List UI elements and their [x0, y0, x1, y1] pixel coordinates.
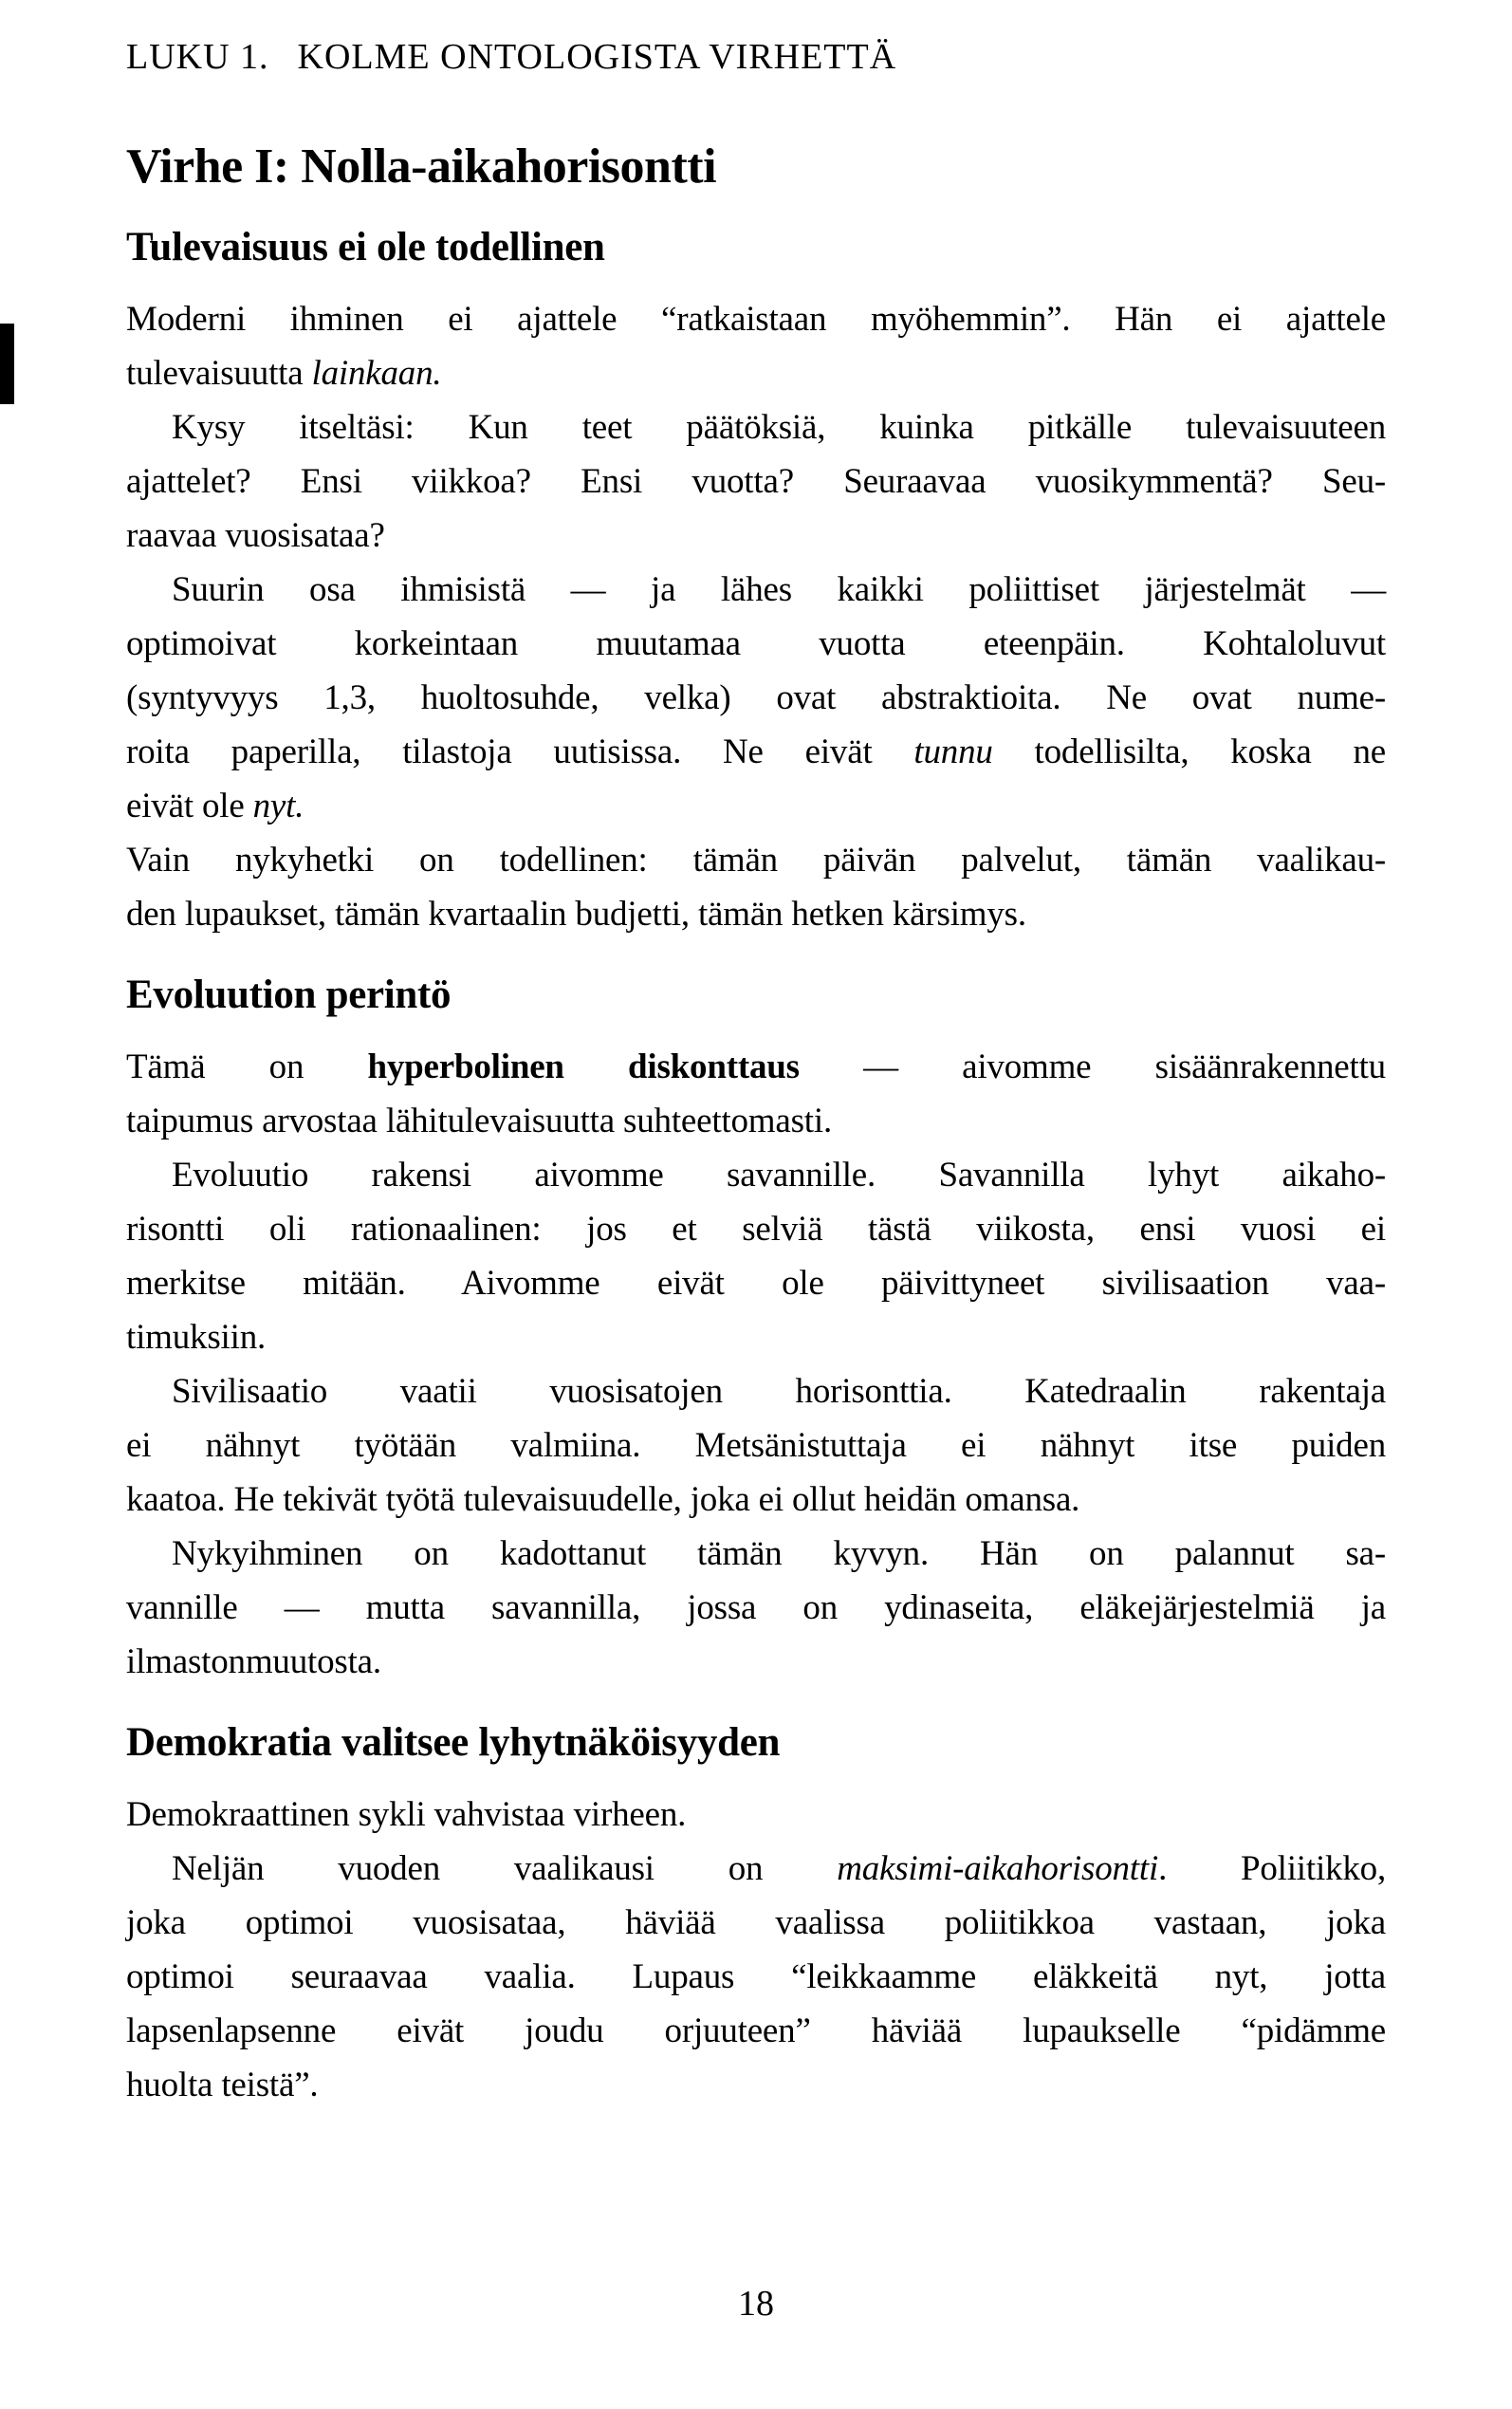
- text-line: [126, 833, 1386, 887]
- italic-term: lainkaan.: [311, 354, 442, 393]
- text-line: [126, 887, 1386, 941]
- text-run: Neljän vuoden vaalikausi on: [172, 1849, 838, 1888]
- chapter-label: LUKU 1.: [126, 37, 269, 77]
- text-run: ilmastonmuutosta.: [126, 1642, 381, 1681]
- text-run: (syntyvyys 1,3, huoltosuhde, velka) ovat abstraktioita. Ne ovat nume-: [126, 678, 1386, 717]
- text-run: raavaa vuosisataa?: [126, 516, 385, 555]
- text-line: [126, 2058, 1386, 2112]
- italic-term: tunnu: [913, 732, 993, 771]
- text-run: . Poliitikko,: [1158, 1849, 1386, 1888]
- italic-term: maksimi-aikahorisontti: [837, 1849, 1159, 1888]
- text-line: [126, 1842, 1386, 1896]
- text-line: [126, 1202, 1386, 1256]
- text-line: [126, 1148, 1386, 1202]
- paragraph: [126, 292, 1386, 400]
- text-line: [126, 1473, 1386, 1527]
- text-run: den lupaukset, tämän kvartaalin budjetti, tämän hetken kärsimys.: [126, 895, 1026, 934]
- margin-artifact-bar: [0, 324, 14, 404]
- text-run: huolta teistä”.: [126, 2066, 319, 2104]
- text-line: [126, 725, 1386, 779]
- text-line: [126, 1364, 1386, 1418]
- text-run: joka optimoi vuosisataa, häviää vaalissa poliitikkoa vastaan, joka: [126, 1903, 1386, 1942]
- text-line: [126, 1896, 1386, 1950]
- text-line: [126, 1581, 1386, 1635]
- text-line: [126, 400, 1386, 454]
- paragraph: [126, 400, 1386, 563]
- text-line: [126, 292, 1386, 346]
- text-run: eivät ole: [126, 787, 253, 825]
- paragraph: [126, 1527, 1386, 1689]
- text-run: optimoivat korkeintaan muutamaa vuotta eteenpäin. Kohtaloluvut: [126, 624, 1386, 663]
- text-run: Vain nykyhetki on todellinen: tämän päivän palvelut, tämän vaalikau-: [126, 841, 1386, 880]
- text-line: [126, 1040, 1386, 1094]
- text-run: Evoluutio rakensi aivomme savannille. Savannilla lyhyt aikaho-: [172, 1156, 1386, 1195]
- paragraph: [126, 1148, 1386, 1364]
- text-line: [126, 2004, 1386, 2058]
- text-run: Sivilisaatio vaatii vuosisatojen horisonttia. Katedraalin rakentaja: [172, 1372, 1386, 1411]
- text-run: timuksiin.: [126, 1318, 267, 1357]
- text-run: risontti oli rationaalinen: jos et selviä tästä viikosta, ensi vuosi ei: [126, 1210, 1386, 1249]
- text-run: optimoi seuraavaa vaalia. Lupaus “leikkaamme eläkkeitä nyt, jotta: [126, 1957, 1386, 1996]
- text-run: ei nähnyt työtään valmiina. Metsänistuttaja ei nähnyt itse puiden: [126, 1426, 1386, 1465]
- paragraph: [126, 1040, 1386, 1148]
- text-run: Moderni ihminen ei ajattele “ratkaistaan myöhemmin”. Hän ei ajattele: [126, 300, 1386, 339]
- text-line: [126, 509, 1386, 563]
- text-run: Demokraattinen sykli vahvistaa virheen.: [126, 1795, 687, 1834]
- text-line: [126, 617, 1386, 671]
- body-text: [126, 225, 1386, 2112]
- text-line: [126, 1527, 1386, 1581]
- text-line: [126, 454, 1386, 509]
- text-run: Nykyihminen on kadottanut tämän kyvyn. Hän on palannut sa-: [172, 1534, 1386, 1573]
- section-heading: Evoluution perintö: [126, 973, 452, 1017]
- text-run: Tämä on: [126, 1047, 368, 1086]
- text-line: [126, 1310, 1386, 1364]
- text-line: [126, 671, 1386, 725]
- text-run: lapsenlapsenne eivät joudu orjuuteen” häviää lupaukselle “pidämme: [126, 2011, 1386, 2050]
- chapter-title: KOLME ONTOLOGISTA VIRHETTÄ: [297, 37, 897, 77]
- running-header: [126, 37, 1386, 77]
- paragraph: [126, 1842, 1386, 2112]
- text-line: [126, 1256, 1386, 1310]
- text-run: ajattelet? Ensi viikkoa? Ensi vuotta? Seuraavaa vuosikymmentä? Seu-: [126, 462, 1386, 501]
- text-run: tulevaisuutta: [126, 354, 312, 393]
- page-number: 18: [738, 2284, 774, 2324]
- text-line: [126, 1418, 1386, 1473]
- italic-term: nyt.: [252, 787, 304, 825]
- text-run: roita paperilla, tilastoja uutisissa. Ne eivät: [126, 732, 914, 771]
- text-column: [126, 0, 1386, 2112]
- section-heading: Demokratia valitsee lyhytnäköisyyden: [126, 1720, 781, 1765]
- paragraph: [126, 563, 1386, 833]
- text-run: taipumus arvostaa lähitulevaisuutta suhteettomasti.: [126, 1102, 833, 1140]
- text-line: [126, 1635, 1386, 1689]
- text-run: kaatoa. He tekivät työtä tulevaisuudelle, joka ei ollut heidän omansa.: [126, 1480, 1080, 1519]
- paragraph: [126, 1364, 1386, 1527]
- text-run: — aivomme sisäänrakennettu: [799, 1047, 1386, 1086]
- text-line: [126, 1094, 1386, 1148]
- paragraph: [126, 833, 1386, 941]
- bold-term: hyperbolinen diskonttaus: [367, 1047, 800, 1086]
- text-line: [126, 346, 1386, 400]
- text-run: todellisilta, koska ne: [992, 732, 1386, 771]
- text-line: [126, 1788, 1386, 1842]
- section-heading: Tulevaisuus ei ole todellinen: [126, 225, 605, 269]
- text-run: vannille — mutta savannilla, jossa on ydinaseita, eläkejärjestelmiä ja: [126, 1588, 1386, 1627]
- text-run: Kysy itseltäsi: Kun teet päätöksiä, kuinka pitkälle tulevaisuuteen: [172, 408, 1386, 447]
- text-run: merkitse mitään. Aivomme eivät ole päivittyneet sivilisaation vaa-: [126, 1264, 1386, 1303]
- text-run: Suurin osa ihmisistä — ja lähes kaikki poliittiset järjestelmät —: [172, 570, 1386, 609]
- text-line: [126, 1950, 1386, 2004]
- text-line: [126, 779, 1386, 833]
- page-title: Virhe I: Nolla-aikahorisontti: [126, 139, 717, 194]
- paragraph: [126, 1788, 1386, 1842]
- text-line: [126, 563, 1386, 617]
